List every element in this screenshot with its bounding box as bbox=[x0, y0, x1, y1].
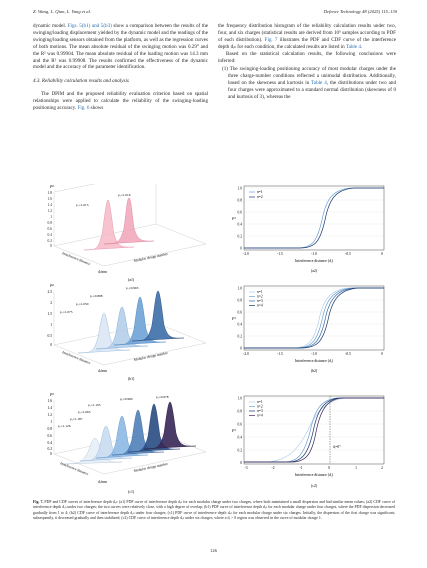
annotation: p₄=0.963 bbox=[126, 286, 139, 290]
x-tick: 0 bbox=[381, 352, 383, 356]
x-tick: 1 bbox=[355, 466, 357, 470]
x-ticks-b2 bbox=[243, 352, 383, 356]
y-tick: 0 bbox=[240, 346, 242, 351]
y-ticks-b2 bbox=[238, 287, 243, 351]
legend-item: n=2 bbox=[257, 404, 263, 409]
x-tick: -2 bbox=[271, 466, 275, 470]
right-text-column bbox=[218, 23, 396, 101]
caption-label: Fig. 7. bbox=[33, 500, 44, 504]
x-axis-label: Interference distance (dᵢ) bbox=[295, 473, 333, 477]
panel-label: (c1) bbox=[128, 490, 135, 494]
y-tick: 0.6 bbox=[237, 422, 242, 427]
y-tick: 0.2 bbox=[237, 334, 242, 339]
y-tick: 1.6 bbox=[47, 399, 52, 403]
legend-item: n=1 bbox=[257, 400, 263, 405]
section-heading: 4.3. Reliability calculation results and analysis bbox=[33, 78, 129, 85]
y-tick: 1.4 bbox=[47, 406, 52, 410]
depth-axis-label: Interference distance bbox=[59, 461, 89, 477]
annotation: p₁=1.126 bbox=[58, 424, 71, 428]
x-axis-label: Modular charge number bbox=[133, 461, 169, 473]
y-axis-label: Pᵈ bbox=[50, 283, 54, 288]
y-tick: 1 bbox=[50, 420, 52, 424]
y-tick: 0 bbox=[50, 343, 52, 347]
text-run: dynamic model. bbox=[33, 23, 68, 29]
y-axis-label: Fᵈ bbox=[232, 428, 236, 433]
panel-label: (a1) bbox=[128, 278, 135, 282]
y-tick: 0.8 bbox=[237, 298, 242, 303]
gridlines bbox=[244, 288, 384, 336]
caption-text: PDF and CDF curves of interference depth dᵢₙ: (a1) PDF curve of interference depth dᵢₙ for each modular charge under two charges, where both maintained a small dispersion and had similar mean values; (a2) CDF curve of interference depth dᵢₙ under two charges; the two curves were relatively close, with a high degree of overlap; (b1) PDF curve of interference depth dᵢₙ for each modular charge under four charges, where the PDF dispersion decreased gradually from 1 to 4; (b2) CDF curve of interference depth dᵢₙ under four charges; (c1) PDF curve of interference depth dᵢₙ for each modular charge under six charges. Initially, the dispersion of the first charge was significant; subsequently, it decreased gradually and then stabilized; (c2) CDF curve of interference depth dᵢₙ under six charges, where a dᵢ > 0 region was observed in the curve of modular charge 1. bbox=[33, 500, 395, 520]
annotation: dᵢ=0° bbox=[333, 445, 341, 449]
y-tick: 0.6 bbox=[47, 434, 52, 438]
text-run: (1) The swinging-loading positioning accuracy of most modular charges under the three charge-number conditions reflected a unimodal distribution. Additionally, based on the skewness and kurtosis in bbox=[222, 66, 396, 87]
x-tick: -1.0 bbox=[311, 352, 317, 356]
annotation: p₅=0.969 bbox=[120, 397, 133, 401]
x-tick: -0.5 bbox=[345, 352, 351, 356]
y-axis-label: Pᵈ bbox=[50, 392, 54, 397]
unit-label: dᵢ/mm bbox=[98, 270, 107, 274]
y-tick: 0.4 bbox=[47, 441, 52, 445]
y-tick: 0.8 bbox=[237, 198, 242, 203]
legend-item: n=3 bbox=[257, 409, 263, 414]
unit-label: dᵢ/mm bbox=[98, 369, 107, 373]
cdf-curve-charge-1 bbox=[244, 398, 384, 462]
annotation: p₃=1.063 bbox=[78, 410, 91, 414]
legend-item: n=3 bbox=[257, 299, 263, 304]
x-tick: -1.5 bbox=[277, 252, 283, 256]
text-run: illustrates the PDF and CDF curve of the interference depth dᵢₙ for each condition, the calculated results are listed in bbox=[218, 36, 397, 50]
annotation: p₂=1.187 bbox=[70, 417, 83, 421]
y-axis-label: Pᵈ bbox=[50, 184, 54, 189]
page-number: 126 bbox=[210, 548, 217, 553]
y-tick: 1 bbox=[50, 215, 52, 219]
cdf-curve-charge-3 bbox=[244, 288, 384, 348]
legend-item: n=2 bbox=[257, 195, 263, 200]
y-tick: 0.4 bbox=[237, 322, 242, 327]
y-tick: 1.2 bbox=[47, 209, 52, 213]
cdf-curve-charge-2 bbox=[244, 398, 384, 462]
table-link[interactable]: Table 4 bbox=[345, 43, 361, 50]
annotation: p₆=0.978 bbox=[156, 395, 169, 399]
y-tick: 1.0 bbox=[237, 186, 242, 191]
y-tick: 2.5 bbox=[47, 290, 52, 294]
y-axis-label: Fᵈ bbox=[232, 316, 236, 321]
paragraph: Based on the statistical calculation results, the following conclusions were inferred: bbox=[218, 50, 396, 64]
unit-label: dᵢ/mm bbox=[98, 480, 107, 484]
x-tick: -1 bbox=[299, 466, 303, 470]
running-header-journal: Defence Technology 48 (2025) 115–130 bbox=[323, 9, 397, 14]
cdf-plot-b2 bbox=[222, 280, 397, 380]
figure-link[interactable]: Figs. 5(b1) and 5(b3) bbox=[67, 23, 112, 29]
annotation: p₄=1.105 bbox=[88, 403, 101, 407]
cdf-curve-charge-2 bbox=[244, 288, 384, 348]
plot-frame bbox=[244, 396, 384, 464]
depth-axis-label: Interference distance bbox=[61, 350, 91, 366]
x-tick: 0 bbox=[328, 466, 330, 470]
y-tick: 0.8 bbox=[47, 427, 52, 431]
panel-label: (c2) bbox=[310, 484, 318, 488]
cdf-curve-charge-4 bbox=[244, 288, 384, 348]
plot-frame bbox=[244, 186, 384, 250]
y-tick: 0.4 bbox=[237, 222, 242, 227]
legend-item: n=4 bbox=[257, 303, 263, 308]
y-tick: 1 bbox=[50, 323, 52, 327]
cdf-curve-charge-4 bbox=[244, 398, 384, 462]
y-tick: 1.8 bbox=[47, 191, 52, 195]
y-tick: 1.6 bbox=[47, 197, 52, 201]
panel-label: (b2) bbox=[310, 369, 318, 373]
cdf-curve-charge-1 bbox=[244, 188, 384, 248]
figure-link[interactable]: Fig. 7 bbox=[264, 36, 278, 43]
text-run: . bbox=[360, 43, 363, 50]
y-tick: 1.4 bbox=[47, 203, 52, 207]
legend-item: n=4 bbox=[257, 413, 263, 418]
y-tick: 1.0 bbox=[237, 286, 242, 291]
y-tick: 0 bbox=[50, 452, 52, 456]
legend-c2 bbox=[249, 400, 263, 418]
y-tick: 0 bbox=[240, 246, 242, 251]
figure-link[interactable]: Fig. 6 bbox=[77, 105, 90, 112]
cdf-plot-c2 bbox=[222, 390, 397, 494]
left-text-column bbox=[33, 23, 208, 112]
y-tick: 0.2 bbox=[47, 447, 52, 451]
y-tick: 0 bbox=[240, 461, 242, 465]
y-tick: 0.8 bbox=[47, 221, 52, 225]
y-tick: 0.8 bbox=[237, 409, 242, 414]
pdf-curves-b1 bbox=[78, 291, 184, 353]
paragraph bbox=[33, 23, 208, 71]
legend-item: n=1 bbox=[257, 190, 263, 195]
y-tick: 0 bbox=[50, 244, 52, 248]
legend-item: n=1 bbox=[257, 290, 263, 295]
legend-item: n=2 bbox=[257, 294, 263, 299]
pdf-plot-c1 bbox=[36, 392, 214, 496]
cdf-curve-charge-2 bbox=[244, 188, 384, 248]
annotation: p₂=1.050 bbox=[76, 302, 89, 306]
x-axis-label: Interference distance (dᵢ) bbox=[295, 259, 333, 263]
y-tick: 0.6 bbox=[47, 227, 52, 231]
y-tick: 1.2 bbox=[47, 413, 52, 417]
annotation: p₂=1.016 bbox=[118, 193, 131, 197]
panel-label: (b1) bbox=[128, 377, 135, 381]
cdf-curve-charge-3 bbox=[244, 398, 384, 462]
y-ticks-c1 bbox=[48, 399, 53, 456]
pdf-curves-a1 bbox=[84, 198, 154, 250]
annotation: p₁=1.013 bbox=[76, 203, 89, 207]
y-tick: 2 bbox=[50, 301, 52, 305]
legend-b2 bbox=[249, 290, 263, 308]
x-tick: -2.0 bbox=[243, 352, 249, 356]
y-tick: 0.2 bbox=[237, 234, 242, 239]
y-axis-label: Fᵈ bbox=[232, 216, 236, 221]
paragraph bbox=[33, 91, 208, 112]
y-ticks-a1 bbox=[48, 191, 53, 248]
depth-axis-label: Interference distance bbox=[61, 251, 91, 267]
text-run: , the distributions under two and four charges were approximated to a standard normal distribution (skewness of 0 and kurtosis of 3), whereas the bbox=[228, 80, 396, 101]
y-tick: 0.4 bbox=[47, 233, 52, 237]
x-axis-label: Modular charge number bbox=[133, 251, 169, 263]
x-axis-label: Interference distance (dᵢ) bbox=[295, 359, 333, 363]
y-tick: 0.2 bbox=[237, 448, 242, 453]
cdf-curve-charge-1 bbox=[244, 288, 384, 348]
x-tick: -2.0 bbox=[243, 252, 249, 256]
x-tick: -3 bbox=[244, 466, 248, 470]
text-run: The DPIM and the proposed reliability evaluation criterion based on spatial relationships were applied to calculate the reliability of the swinging-loading positioning accuracy. bbox=[33, 91, 208, 112]
figure-caption bbox=[33, 500, 395, 521]
text-run: the frequency distribution histogram of the reliability calculation results under two, four, and six charges (statistical results are derived from 10⁶ samples according to PDF of each distribution). bbox=[218, 23, 396, 43]
annotation: p₃=0.898 bbox=[90, 294, 103, 298]
y-tick: 0.5 bbox=[47, 334, 52, 338]
x-ticks-a2 bbox=[243, 252, 383, 256]
running-header-authors: Z. Wang, L. Qian, L. Yang et al. bbox=[33, 9, 91, 14]
annotation: p₁=1.075 bbox=[60, 310, 73, 314]
x-tick: 2 bbox=[381, 466, 383, 470]
x-tick: -1.0 bbox=[311, 252, 317, 256]
text-run: show a comparison between the results of the swinging/loading displacement yielded by the dynamic model and the readings of the swinging/loading sensors obtained from the platform, as well as the regression curves of both motions. The mean absolute residual of the swinging motion was 0.29° and the R² was 0.99904. The mean absolute residual of the loading motion was 14.3 mm and the R² was 0.99908. The results confirmed the effectiveness of the dynamic model and the accuracy of the parameter identification. bbox=[33, 23, 208, 71]
y-ticks-b1 bbox=[48, 290, 53, 347]
cdf-plot-a2 bbox=[222, 180, 397, 280]
y-tick: 0.6 bbox=[237, 310, 242, 315]
y-tick: 0.6 bbox=[237, 210, 242, 215]
paragraph bbox=[218, 23, 396, 51]
y-tick: 0.4 bbox=[237, 435, 242, 440]
y-tick: 1.0 bbox=[237, 396, 242, 401]
gridlines bbox=[244, 188, 384, 236]
pdf-plot-a1 bbox=[36, 184, 214, 284]
x-axis-label: Modular charge number bbox=[133, 350, 169, 362]
pdf-plot-b1 bbox=[36, 283, 214, 383]
legend-a2 bbox=[249, 190, 263, 199]
y-tick: 1.5 bbox=[47, 312, 52, 316]
x-tick: -0.5 bbox=[345, 252, 351, 256]
x-tick: 0 bbox=[381, 252, 383, 256]
x-ticks-c2 bbox=[245, 466, 384, 470]
y-ticks-c2 bbox=[238, 397, 243, 466]
table-link[interactable]: Table 4 bbox=[311, 80, 327, 87]
text-run: shows bbox=[89, 105, 104, 112]
y-tick: 0.2 bbox=[47, 239, 52, 243]
y-ticks-a2 bbox=[238, 187, 243, 251]
list-item bbox=[218, 66, 396, 101]
panel-label: (a2) bbox=[310, 269, 318, 273]
x-tick: -1.5 bbox=[277, 352, 283, 356]
